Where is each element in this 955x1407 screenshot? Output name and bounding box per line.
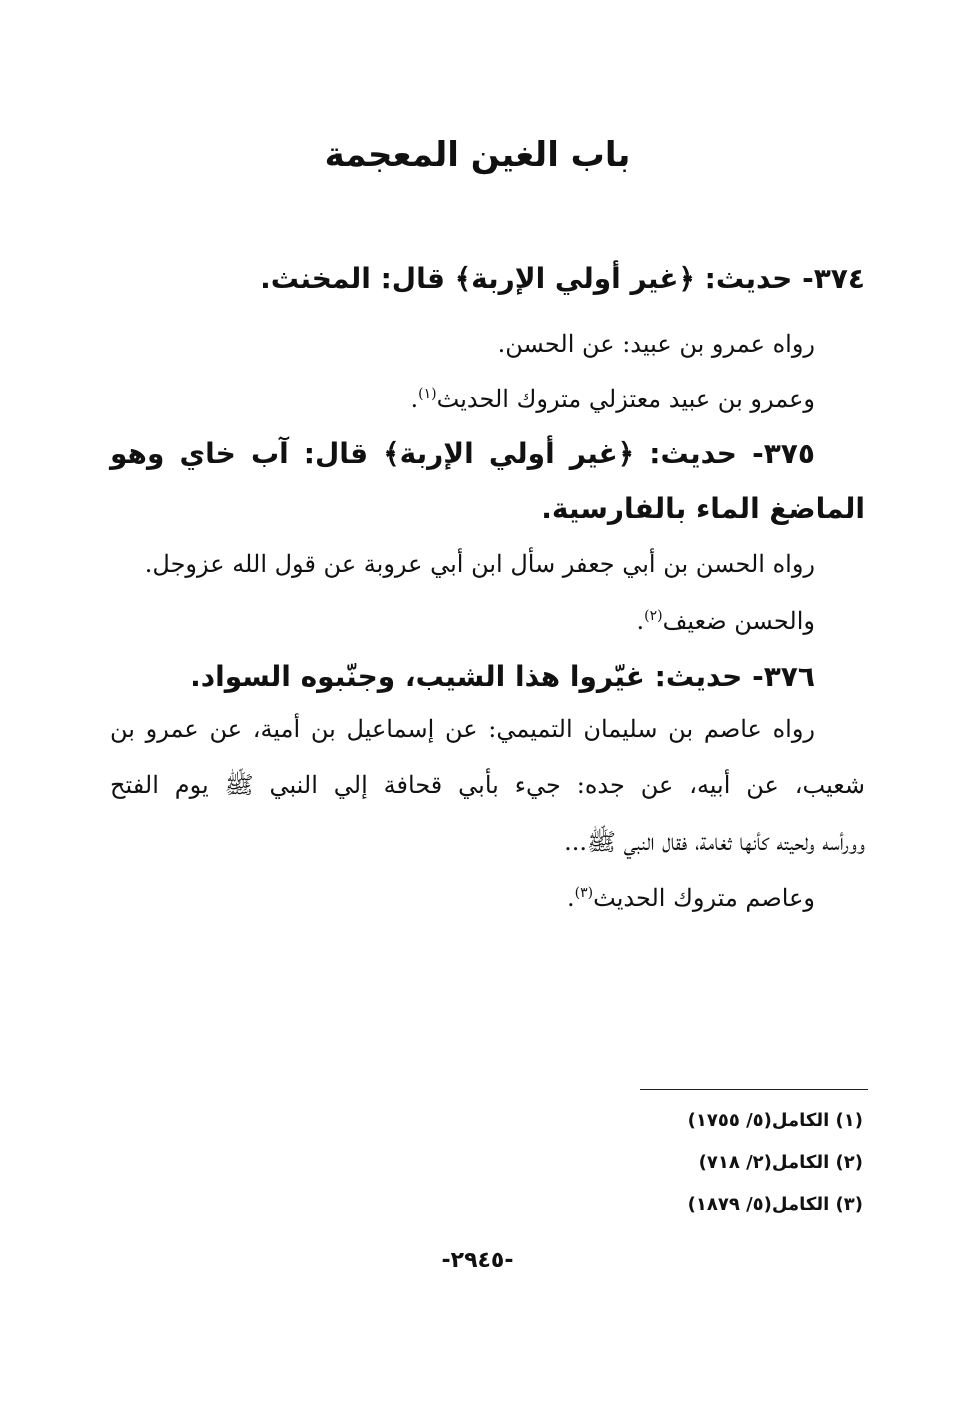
hadith-376-grading-text: وعاصم متروك الحديث [593, 884, 815, 912]
page-number: -٢٩٤٥- [441, 1248, 514, 1273]
hadith-374-narration: رواه عمرو بن عبيد: عن الحسن. [497, 330, 815, 358]
footnote-3: (٣) الكامل(٥/ ١٨٧٩) [687, 1194, 863, 1215]
hadith-374-heading: ٣٧٤- حديث: ﴿غير أولي الإربة﴾ قال: المخنث. [260, 262, 865, 295]
hadith-376-narration-line1: رواه عاصم بن سليمان التميمي: عن إسماعيل بن أمية، عن عمرو بن [110, 715, 816, 743]
hadith-374-grading-end: . [410, 385, 419, 413]
hadith-376-grading [100, 884, 815, 912]
footnote-ref-2: (٢) [644, 608, 663, 624]
chapter-title: باب الغين المعجمة [324, 135, 631, 175]
footnote-separator [640, 1089, 868, 1090]
hadith-376-narration-line2: شعيب، عن أبيه، عن جده: جيء بأبي قحافة إلي النبي ﷺ يوم الفتح [110, 771, 865, 799]
hadith-374-grading-text: وعمرو بن عبيد معتزلي متروك الحديث [436, 385, 815, 413]
hadith-375-grading-text: والحسن ضعيف [662, 607, 815, 635]
footnote-ref-3: (٣) [574, 885, 594, 901]
hadith-376-narration-line3: وورأسه ولحيته كأنها ثغامة، فقال النبي ﷺ... [564, 828, 865, 856]
footnote-ref-1: (١) [418, 386, 437, 402]
footnote-2: (٢) الكامل(٢/ ٧١٨) [698, 1152, 863, 1173]
hadith-374-grading [100, 385, 815, 413]
hadith-376-heading: ٣٧٦- حديث: غيّروا هذا الشيب، وجنّبوه السواد. [190, 660, 815, 693]
hadith-375-heading-line1: ٣٧٥- حديث: ﴿غير أولي الإربة﴾ قال: آب خاي وهو [110, 437, 815, 470]
hadith-375-narration: رواه الحسن بن أبي جعفر سأل ابن أبي عروبة عن قول الله عزوجل. [144, 550, 815, 578]
hadith-375-grading [100, 607, 815, 635]
footnote-1: (١) الكامل(٥/ ١٧٥٥) [687, 1110, 863, 1131]
hadith-376-grading-end: . [567, 884, 575, 912]
hadith-375-heading-line2: الماضغ الماء بالفارسية. [541, 492, 865, 525]
hadith-375-grading-end: . [636, 607, 645, 635]
